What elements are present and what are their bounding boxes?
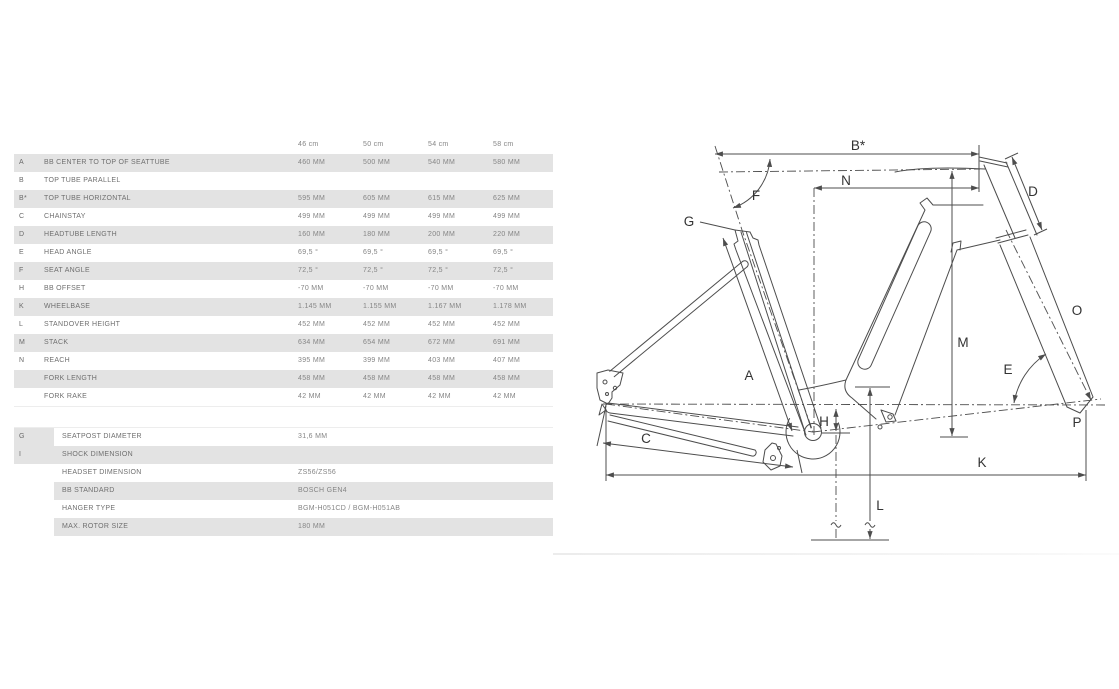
row-letter bbox=[14, 482, 54, 500]
dimension-labels bbox=[641, 138, 1082, 513]
row-label: BB OFFSET bbox=[44, 285, 86, 292]
label-bb-offset: H bbox=[819, 414, 829, 429]
row-value: 499 MM bbox=[363, 213, 391, 220]
row-letter: D bbox=[19, 231, 25, 238]
row-value: 452 MM bbox=[298, 321, 326, 328]
row-value: 499 MM bbox=[493, 213, 521, 220]
row-value: 42 MM bbox=[298, 393, 321, 400]
row-value: 31,6 MM bbox=[298, 433, 328, 440]
row-label: FORK LENGTH bbox=[44, 375, 98, 382]
header-spacer bbox=[14, 136, 44, 154]
row-label: REACH bbox=[44, 357, 71, 364]
row-letter bbox=[14, 518, 54, 536]
label-reach: N bbox=[841, 173, 851, 188]
row-value: 1.167 MM bbox=[428, 303, 462, 310]
size-column-header: 50 cm bbox=[363, 141, 384, 148]
row-value: ZS56/ZS56 bbox=[298, 469, 337, 476]
row-value bbox=[295, 446, 553, 464]
row-label: BB STANDARD bbox=[54, 482, 295, 500]
row-value: -70 MM bbox=[363, 285, 389, 292]
row-value: 452 MM bbox=[493, 321, 521, 328]
row-value: 460 MM bbox=[298, 159, 326, 166]
row-letter: C bbox=[19, 213, 25, 220]
row-letter: B* bbox=[19, 195, 27, 202]
row-value: 452 MM bbox=[428, 321, 456, 328]
row-value: 69,5 ° bbox=[298, 249, 319, 256]
row-letter: L bbox=[19, 321, 24, 328]
row-value bbox=[425, 172, 490, 190]
row-label: HEADTUBE LENGTH bbox=[44, 231, 117, 238]
table-row bbox=[14, 190, 553, 208]
label-seattube: A bbox=[744, 368, 754, 383]
row-letter: K bbox=[19, 303, 24, 310]
row-letter: E bbox=[19, 249, 24, 256]
row-value: 42 MM bbox=[363, 393, 386, 400]
row-value: 399 MM bbox=[363, 357, 391, 364]
row-value: 672 MM bbox=[428, 339, 456, 346]
frame-geometry-diagram bbox=[559, 128, 1119, 562]
label-top-tube-horizontal: B* bbox=[850, 138, 866, 153]
table-row bbox=[14, 154, 553, 172]
table-row bbox=[14, 316, 553, 334]
label-head-angle: E bbox=[1003, 362, 1013, 377]
table-row bbox=[14, 208, 553, 226]
row-value: 72,5 ° bbox=[363, 267, 384, 274]
row-value: 499 MM bbox=[298, 213, 326, 220]
row-value: 615 MM bbox=[428, 195, 456, 202]
row-value: 605 MM bbox=[363, 195, 391, 202]
table-row bbox=[14, 388, 553, 407]
row-value: 160 MM bbox=[298, 231, 326, 238]
geometry-table bbox=[14, 136, 553, 407]
row-value: 1.145 MM bbox=[298, 303, 332, 310]
spec-row bbox=[14, 518, 553, 536]
row-letter: I bbox=[19, 451, 22, 458]
row-value: 458 MM bbox=[493, 375, 521, 382]
row-value: 540 MM bbox=[428, 159, 456, 166]
row-value: 72,5 ° bbox=[493, 267, 514, 274]
header-spacer bbox=[44, 136, 295, 154]
table-row bbox=[14, 244, 553, 262]
row-value: 654 MM bbox=[363, 339, 391, 346]
row-value: 595 MM bbox=[298, 195, 326, 202]
row-value: 42 MM bbox=[428, 393, 451, 400]
section-divider bbox=[553, 553, 1119, 555]
label-wheelbase: K bbox=[977, 455, 987, 470]
row-label: WHEELBASE bbox=[44, 303, 91, 310]
label-seat-angle: F bbox=[751, 188, 761, 203]
row-value: 691 MM bbox=[493, 339, 521, 346]
row-label: STANDOVER HEIGHT bbox=[44, 321, 121, 328]
row-label: HANGER TYPE bbox=[62, 505, 116, 512]
size-column-header: 58 cm bbox=[493, 141, 514, 148]
row-value bbox=[490, 172, 553, 190]
row-value: 180 MM bbox=[363, 231, 391, 238]
row-letter: G bbox=[14, 428, 54, 446]
row-label: SEAT ANGLE bbox=[44, 267, 90, 274]
row-value: 452 MM bbox=[363, 321, 391, 328]
label-seatpost: G bbox=[683, 214, 695, 229]
row-value: 458 MM bbox=[428, 375, 456, 382]
row-value: 625 MM bbox=[493, 195, 521, 202]
row-value: -70 MM bbox=[428, 285, 454, 292]
rear-dropout bbox=[597, 370, 623, 404]
row-value: -70 MM bbox=[298, 285, 324, 292]
row-label: SHOCK DIMENSION bbox=[62, 451, 134, 458]
spec-table bbox=[14, 427, 553, 536]
row-value: 69,5 ° bbox=[493, 249, 514, 256]
row-value: 200 MM bbox=[428, 231, 456, 238]
row-letter bbox=[14, 388, 44, 406]
row-value: 634 MM bbox=[298, 339, 326, 346]
label-fork-rake: P bbox=[1072, 415, 1082, 430]
label-headtube-length: D bbox=[1028, 184, 1038, 199]
row-value bbox=[360, 172, 425, 190]
row-label: BB CENTER TO TOP OF SEATTUBE bbox=[44, 159, 170, 166]
table-row bbox=[14, 334, 553, 352]
table-row bbox=[14, 352, 553, 370]
row-label: STACK bbox=[44, 339, 69, 346]
row-letter: H bbox=[19, 285, 25, 292]
row-label: FORK RAKE bbox=[44, 393, 88, 400]
row-letter: B bbox=[19, 177, 24, 184]
row-value: 403 MM bbox=[428, 357, 456, 364]
table-row bbox=[14, 172, 553, 190]
row-value: -70 MM bbox=[493, 285, 519, 292]
row-value: 407 MM bbox=[493, 357, 521, 364]
row-letter: M bbox=[19, 339, 26, 346]
row-value: 580 MM bbox=[493, 159, 521, 166]
row-label: MAX. ROTOR SIZE bbox=[54, 518, 295, 536]
row-value: 72,5 ° bbox=[298, 267, 319, 274]
label-standover-height: L bbox=[876, 498, 884, 513]
size-column-header: 54 cm bbox=[428, 141, 449, 148]
row-label: TOP TUBE PARALLEL bbox=[44, 177, 121, 184]
table-row bbox=[14, 280, 553, 298]
row-letter: N bbox=[19, 357, 25, 364]
row-letter: A bbox=[19, 159, 24, 166]
row-value: 499 MM bbox=[428, 213, 456, 220]
table-header-row bbox=[14, 136, 553, 154]
label-stack: M bbox=[957, 335, 969, 350]
row-label: HEADSET DIMENSION bbox=[62, 469, 142, 476]
table-row bbox=[14, 370, 553, 388]
spec-row bbox=[14, 427, 553, 446]
row-label: CHAINSTAY bbox=[44, 213, 86, 220]
row-value: 458 MM bbox=[298, 375, 326, 382]
table-row bbox=[14, 226, 553, 244]
label-fork: O bbox=[1071, 303, 1083, 318]
row-value: 1.178 MM bbox=[493, 303, 527, 310]
row-label: SEATPOST DIAMETER bbox=[62, 433, 142, 440]
row-letter bbox=[14, 500, 54, 518]
row-value: 220 MM bbox=[493, 231, 521, 238]
row-value: 500 MM bbox=[363, 159, 391, 166]
derailleur-hanger bbox=[763, 443, 782, 470]
row-value: 180 MM bbox=[295, 518, 553, 536]
row-value: 1.155 MM bbox=[363, 303, 397, 310]
table-row bbox=[14, 262, 553, 280]
table-row bbox=[14, 298, 553, 316]
row-value: 395 MM bbox=[298, 357, 326, 364]
row-value: 69,5 ° bbox=[428, 249, 449, 256]
dimension-lines bbox=[597, 145, 1086, 540]
row-value: 72,5 ° bbox=[428, 267, 449, 274]
size-column-header: 46 cm bbox=[298, 141, 319, 148]
row-value: 42 MM bbox=[493, 393, 516, 400]
bike-frame-outline bbox=[597, 157, 1093, 470]
row-letter bbox=[14, 370, 44, 388]
row-value: BOSCH GEN4 bbox=[295, 482, 553, 500]
row-letter: F bbox=[19, 267, 24, 274]
row-value: 69,5 ° bbox=[363, 249, 384, 256]
label-chainstay: C bbox=[641, 431, 651, 446]
spec-row bbox=[14, 446, 553, 464]
row-value: 458 MM bbox=[363, 375, 391, 382]
row-letter bbox=[14, 464, 54, 482]
spec-row bbox=[14, 500, 553, 518]
row-value bbox=[295, 172, 360, 190]
spec-row bbox=[14, 482, 553, 500]
row-label: TOP TUBE HORIZONTAL bbox=[44, 195, 131, 202]
reference-centerlines bbox=[603, 146, 1105, 540]
battery bbox=[856, 220, 934, 372]
row-label: HEAD ANGLE bbox=[44, 249, 92, 256]
row-value: BGM-H051CD / BGM-H051AB bbox=[298, 505, 401, 512]
spec-row bbox=[14, 464, 553, 482]
